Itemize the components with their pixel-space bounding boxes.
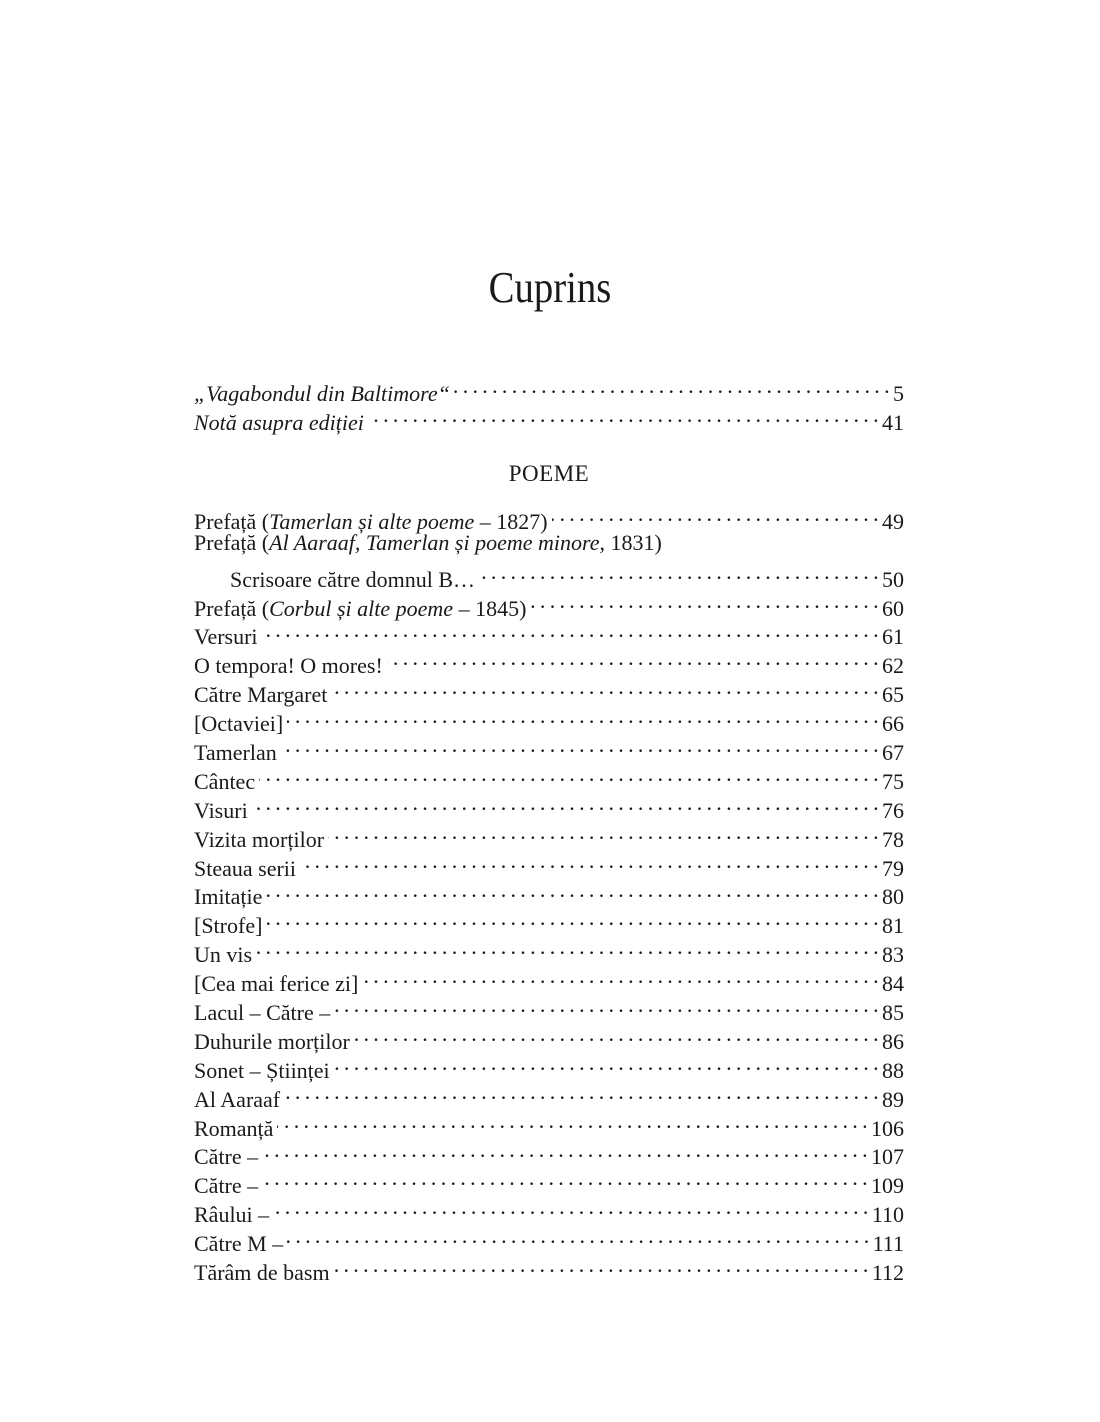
dot-leader [262,1136,867,1165]
page-number: 75 [882,768,904,794]
entry-title [194,1259,330,1288]
page-number: 109 [871,1173,904,1199]
entry-title [194,1230,283,1259]
title-segment: Către Margaret [194,682,328,708]
entry-title [194,529,662,558]
title-segment: Către M – [194,1231,284,1257]
toc-entry [194,1251,904,1286]
dot-leader [252,789,878,818]
dot-leader [354,1020,878,1049]
title-segment: Tamerlan și alte poeme [269,508,475,534]
title-segment: „Vagabondul din Baltimore“ [194,380,450,406]
page-number: 67 [882,740,904,766]
toc-entry [194,962,904,997]
dot-leader [273,1193,868,1222]
page-number: 41 [882,409,904,435]
entry-title [194,999,330,1028]
title-segment: – 1827) [474,508,548,534]
title-segment: Corbul și alte poeme [269,595,454,621]
entry-title [194,1143,258,1172]
entry-title [194,1028,350,1057]
entry-title [194,1172,258,1201]
toc-entry [194,558,904,592]
title-segment: Râului – [194,1202,270,1228]
toc-entry [194,789,904,823]
title-segment: Steaua serii [194,855,297,881]
poems-list [194,500,904,1286]
page-number: 5 [893,380,904,406]
dot-leader [387,644,878,673]
toc-entry [194,904,904,939]
toc-entry [194,1078,904,1112]
page-number: 81 [882,913,904,939]
dot-leader [334,1251,868,1280]
dot-leader [284,1078,878,1107]
page-number: 110 [871,1202,904,1228]
page-number: 80 [882,884,904,910]
title-segment: Al Aaraaf [194,1086,281,1112]
page-number: 60 [882,595,904,621]
title-segment: Sonet – Științei [194,1057,330,1083]
title-segment: Către – [194,1173,259,1199]
toc-entry [194,876,904,910]
entry-title [194,409,364,438]
title-segment: Prefață ( [194,529,270,555]
toc-entry [194,1222,904,1257]
dot-leader [530,587,878,616]
page-number: 84 [882,971,904,997]
title-segment: Tărâm de basm [194,1260,330,1286]
toc-entry [194,644,904,679]
toc-entry [194,1107,904,1141]
dot-leader [479,558,878,587]
page-number: 65 [882,682,904,708]
toc-entry [194,1193,904,1228]
entry-title [194,1086,280,1115]
title-segment: Romanță [194,1115,274,1141]
page-number: 86 [882,1028,904,1054]
title-segment: Prefață ( [194,508,270,534]
dot-leader [454,372,889,401]
title-segment: Visuri [194,797,248,823]
page-number: 106 [871,1115,904,1141]
entry-title [194,566,475,595]
entry-title [194,912,262,941]
entry-title [194,941,252,970]
page-number: 88 [882,1057,904,1083]
entry-title [194,768,255,797]
dot-leader [287,702,878,731]
page-number: 112 [871,1260,904,1286]
page-number: 89 [882,1086,904,1112]
dot-leader [328,818,878,847]
entry-title [194,883,262,912]
title-segment: Duhurile morților [194,1028,350,1054]
toc-entry [194,818,904,852]
toc-entry [194,933,904,968]
dot-leader [300,847,878,876]
dot-leader [368,401,878,430]
entry-title [194,797,248,826]
title-segment: Către – [194,1144,259,1170]
page-number: 62 [882,653,904,679]
title-segment: Un vis [194,942,253,968]
entry-title [194,623,258,652]
title-segment: Versuri [194,624,258,650]
page-title: Cuprins [488,263,612,312]
front-matter-list [194,372,904,435]
page-number: 78 [882,826,904,852]
dot-leader [334,991,878,1020]
dot-leader [266,904,878,933]
title-segment: Tamerlan [194,740,277,766]
dot-leader [277,1107,867,1136]
dot-leader [262,1164,867,1193]
title-segment: O tempora! O mores! [194,653,383,679]
dot-leader [334,1049,878,1078]
toc-entry [194,731,904,766]
dot-leader [331,673,878,702]
title-segment: [Cea mai ferice zi] [194,971,359,997]
title-segment: – 1845) [453,595,527,621]
title-segment: Notă asupra ediției [194,409,364,435]
page-number: 85 [882,1000,904,1026]
title-segment: Cântec [194,768,256,794]
title-segment: Scrisoare către domnul B… [230,566,475,592]
toc-entry [194,702,904,737]
toc-entry [194,529,904,558]
title-segment: Vizita morților [194,826,325,852]
page-number: 66 [882,711,904,737]
dot-leader [262,616,878,645]
dot-leader [362,962,878,991]
entry-title [194,710,283,739]
page-number: 61 [882,624,904,650]
entry-title [194,1201,269,1230]
title-segment: Prefață ( [194,595,270,621]
dot-leader [552,500,878,529]
title-segment: Lacul – Către – [194,1000,331,1026]
title-segment: [Octaviei] [194,711,284,737]
title-segment: Al Aaraaf, Tamerlan și poeme minore [269,529,600,555]
page-number: 107 [871,1144,904,1170]
page-number: 50 [882,566,904,592]
toc-entry [194,1136,904,1170]
dot-leader [256,933,878,962]
page-number: 79 [882,855,904,881]
toc-entry [194,1164,904,1199]
title-segment: Imitație [194,884,263,910]
dot-leader [266,876,878,905]
toc-entry [194,500,904,534]
title-segment: , 1831) [599,529,662,555]
dot-leader [287,1222,868,1251]
title-segment: [Strofe] [194,913,263,939]
toc-entry [194,760,904,794]
page-number: 49 [882,508,904,534]
section-heading: POEME [508,461,590,486]
page-number: 83 [882,942,904,968]
page-number: 76 [882,797,904,823]
dot-leader [259,760,878,789]
toc-entry [194,372,904,406]
dot-leader [281,731,878,760]
toc-entry [194,847,904,881]
toc-entry [194,616,904,650]
page-number: 111 [872,1231,904,1257]
